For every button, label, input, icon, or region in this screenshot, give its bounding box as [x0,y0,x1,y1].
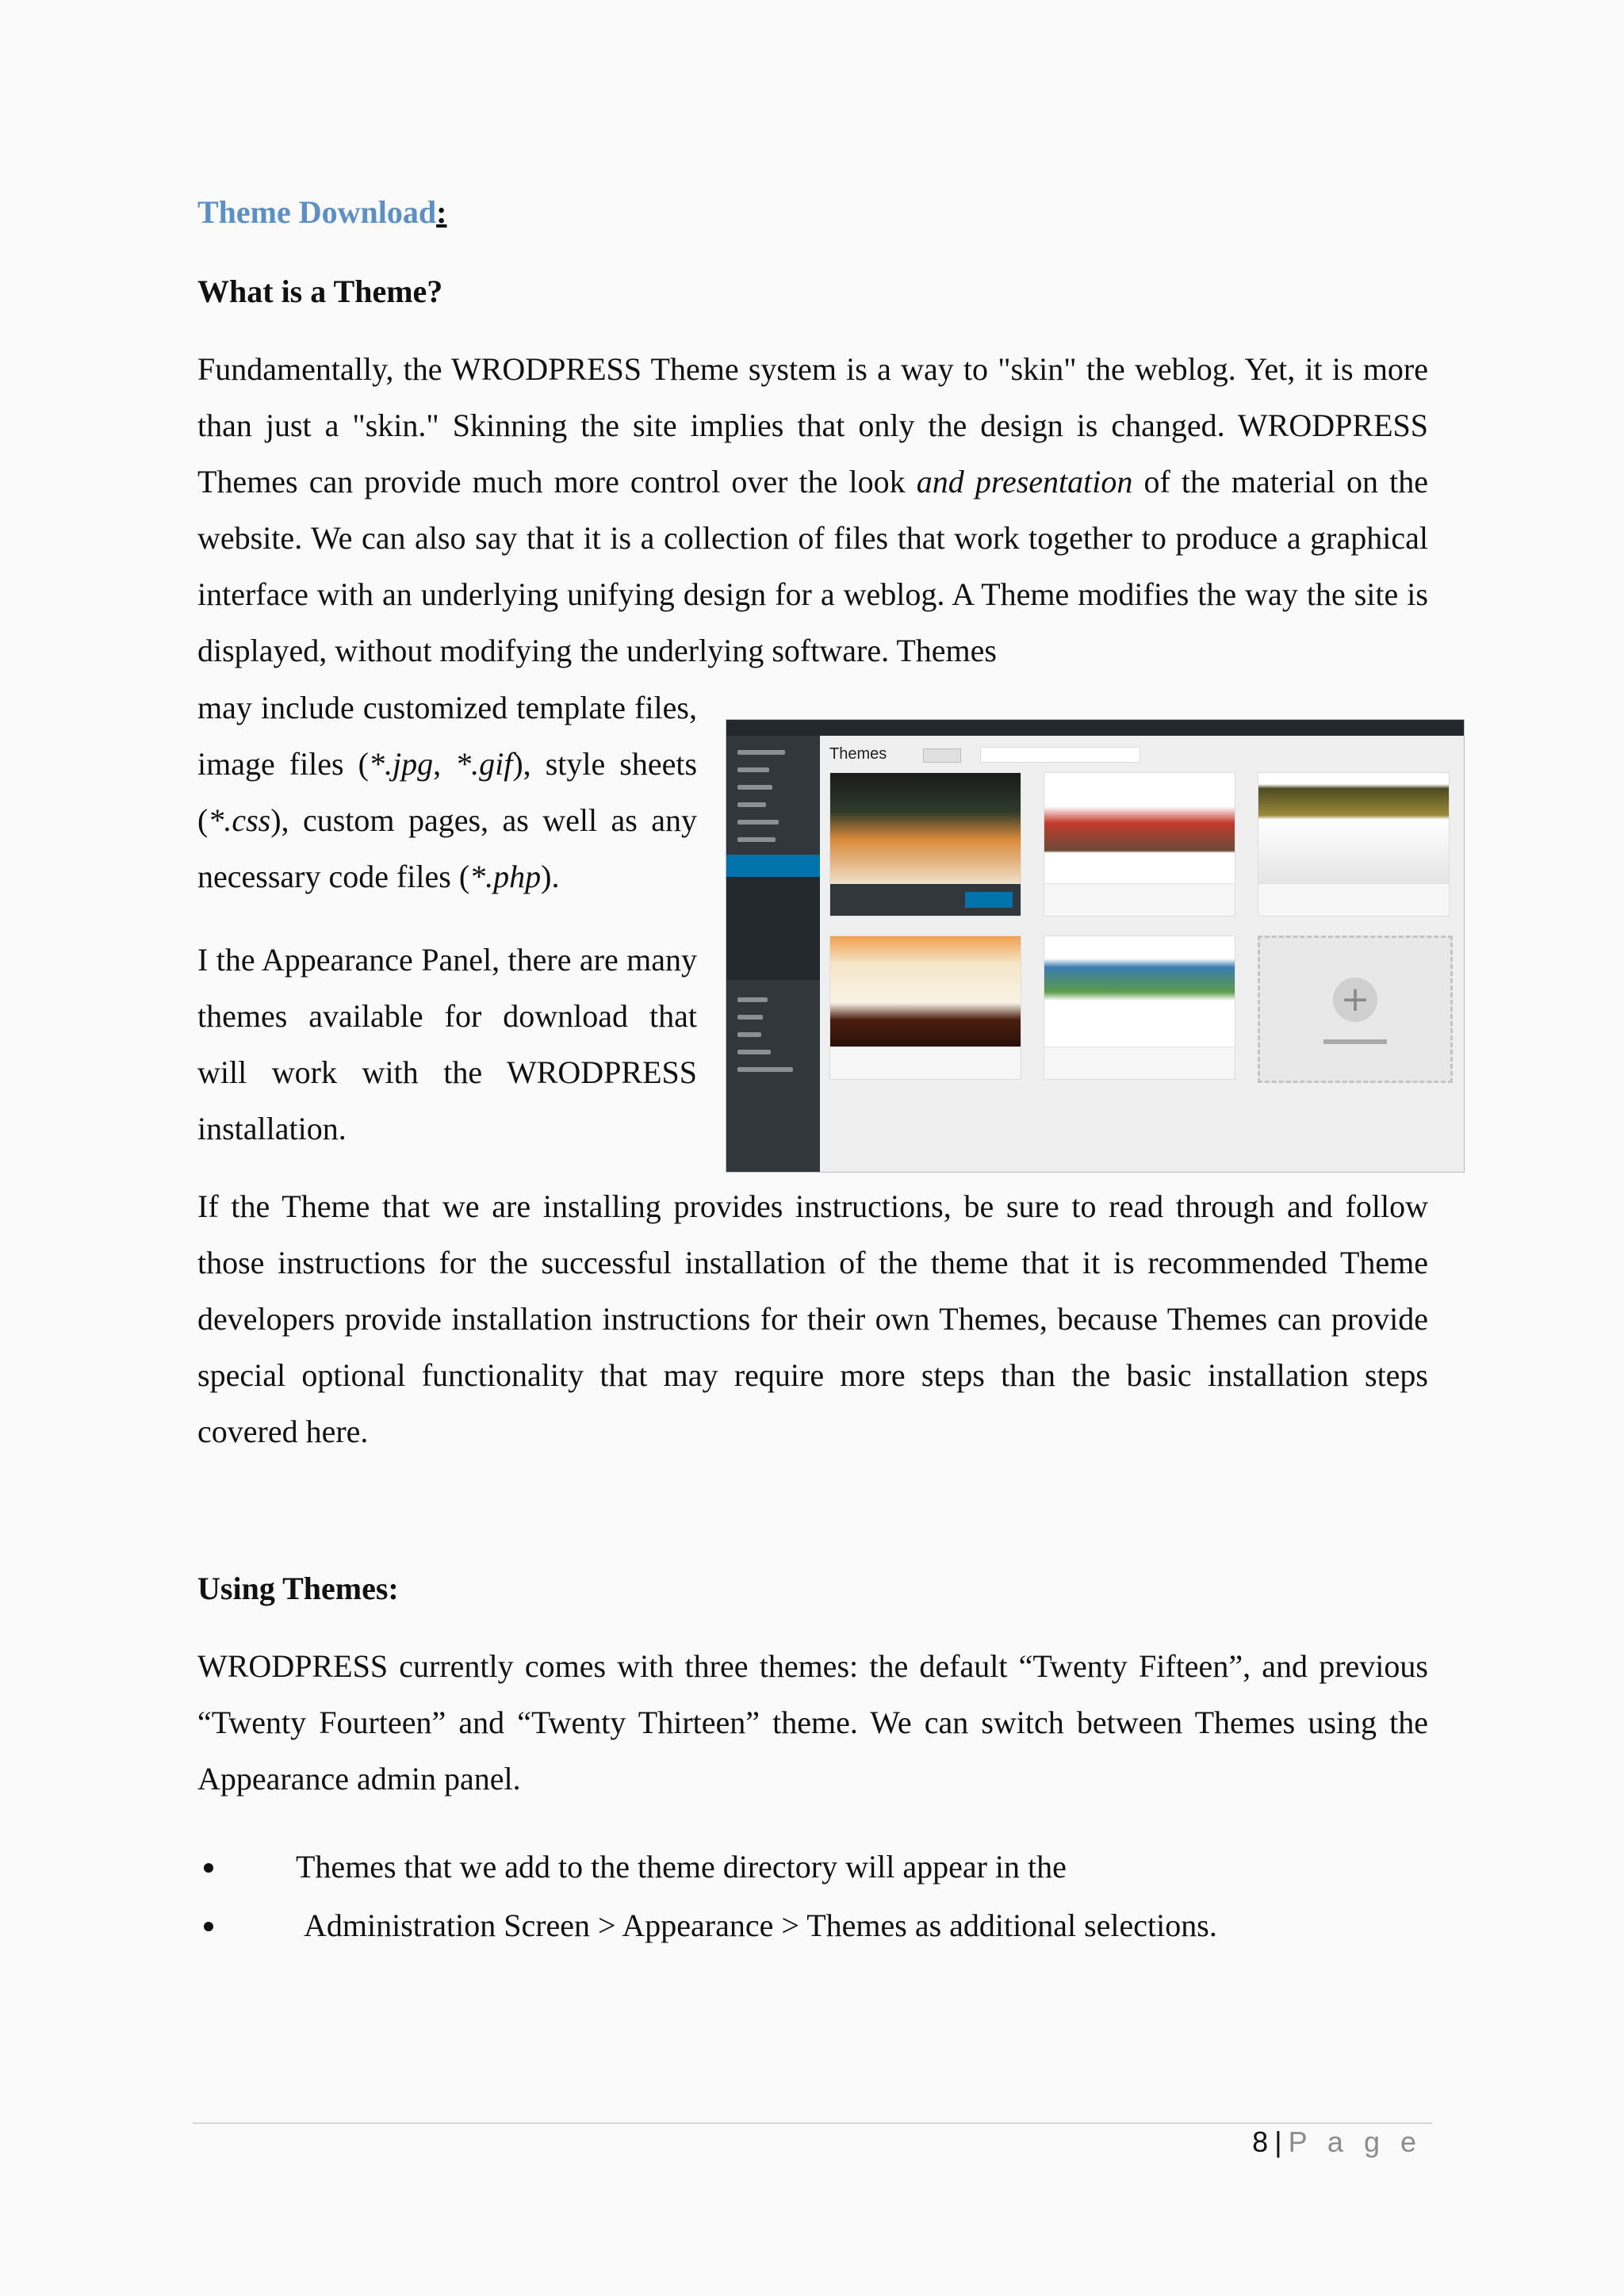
jpg-ext: *.jpg [368,746,434,782]
files-text-c: ), style sheets ( [197,746,698,838]
files-text-a: may include customized template files, image files ( [197,690,697,782]
css-ext: *.css [208,802,271,838]
paragraph-instructions: If the Theme that we are installing provides instructions, be sure to read through and follow those instructions for the successful installation of the theme that it is recommended Theme developers provide installation instructions for their own Themes, because Themes can provide special optional functionality that may require more steps than the basic installation steps covered here. [197,1188,1428,1449]
section-title [197,193,446,231]
php-ext: *.php [469,859,542,894]
theme-card [1044,772,1235,916]
files-text-e: ). [541,859,560,894]
page-label: P a g e [1288,2126,1423,2158]
bullet-icon [204,1922,213,1931]
theme-card [1258,772,1450,916]
paragraph-intro [197,341,1428,679]
theme-card [1044,936,1235,1080]
gif-ext: *.gif [455,746,513,782]
paragraph-appearance-panel: I the Appearance Panel, there are many themes available for download that will work with the WRODPRESS installation. [197,942,697,1146]
list-item: Themes that we add to the theme directory will appear in the [197,1838,1217,1896]
using-themes-heading: Using Themes: [197,1571,399,1606]
plus-icon: + [1333,978,1377,1022]
paragraph-using-themes: WRODPRESS currently comes with three themes: the default “Twenty Fifteen”, and previous “Twenty Fourteen” and “Twenty Thirteen” theme. We can switch between Themes using the Appearance admin panel. [197,1648,1428,1797]
files-text-d: ), custom pages, as well as any necessary code files ( [197,802,697,894]
section-title-colon: : [436,194,447,230]
paragraph-intro-italic: and presentation [916,464,1133,499]
bullet-list [197,1838,1217,1955]
page-footer [1252,2126,1423,2159]
theme-card [829,936,1021,1080]
what-is-theme-heading: What is a Theme? [197,274,443,309]
files-text-b: , [433,746,456,782]
themes-page-title: Themes [829,745,887,763]
add-new-theme-button [923,748,961,763]
admin-sidebar [726,736,820,1172]
paragraph-theme-files [197,679,697,905]
admin-top-bar [726,720,1464,736]
appearance-menu-active [726,855,820,877]
section-title-text: Theme Download [197,194,437,230]
list-item: Administration Screen > Appearance > Themes as additional selections. [197,1896,1217,1955]
appearance-submenu [726,877,820,980]
search-themes-input [980,747,1140,763]
themes-screenshot [726,719,1465,1173]
add-new-theme-card [1258,936,1453,1083]
paragraph-intro-part2: of the material on the website. We can also say that it is a collection of files that work together to produce a graphical interface with an underlying unifying design for a weblog. A Theme modifies the way the site is displayed, without modifying the underlying software. Themes [197,464,1429,668]
footer-separator: | [1274,2126,1282,2158]
footer-divider [193,2122,1432,2124]
page-number: 8 [1252,2126,1269,2158]
bullet-icon [204,1863,213,1873]
theme-card [829,772,1021,916]
paragraph-intro-part1: Fundamentally, the WRODPRESS Theme system is a way to "skin" the weblog. Yet, it is more than just a "skin." Skinning the site implies that only the design is changed. WRODPRESS Themes can provide much more control over the look [197,351,1428,499]
